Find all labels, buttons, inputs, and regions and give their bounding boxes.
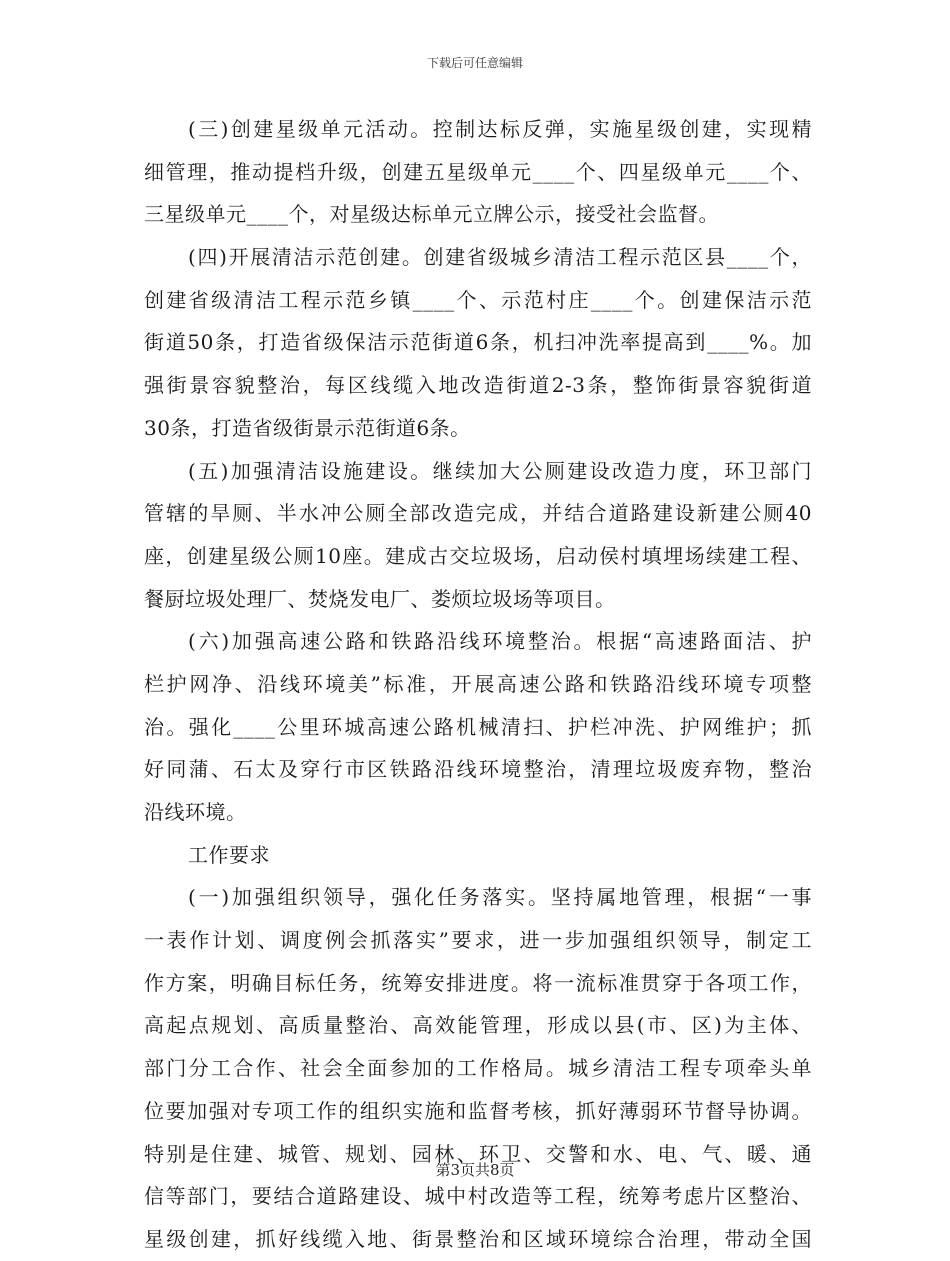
paragraph-first-line: (三)创建星级单元活动。控制达标反弹，实施星级创建，实现精 — [188, 117, 812, 141]
paragraph-line: 30条，打造省级街景示范街道6条。 — [144, 415, 471, 440]
paragraph-first-line: (一)加强组织领导，强化任务落实。坚持属地管理，根据“一事 — [188, 885, 812, 910]
paragraph-line: 星级创建，抓好线缆入地、街景整治和区域环境综合治理，带动全国 — [144, 1226, 812, 1251]
paragraph-line: 治。强化____公里环城高速公路机械清扫、护栏冲洗、护网维护；抓 — [144, 714, 812, 739]
paragraph-first-line: 工作要求 — [188, 842, 270, 867]
paragraph-line: 位要加强对专项工作的组织实施和监督考核，抓好薄弱环节督导协调。 — [144, 1098, 812, 1123]
paragraph-line: 街道50条，打造省级保洁示范街道6条，机扫冲洗率提高到____%。加 — [144, 330, 812, 355]
paragraph-line: 作方案，明确目标任务，统筹安排进度。将一流标准贯穿于各项工作， — [144, 970, 812, 995]
paragraph-line: 细管理，推动提档升级，创建五星级单元____个、四星级单元____个、 — [144, 159, 812, 184]
paragraph-first-line: (五)加强清洁设施建设。继续加大公厕建设改造力度，环卫部门 — [188, 458, 812, 483]
paragraph-first-line: (六)加强高速公路和铁路沿线环境整治。根据“高速路面洁、护 — [188, 629, 812, 654]
paragraph-line: 餐厨垃圾处理厂、焚烧发电厂、娄烦垃圾场等项目。 — [144, 586, 616, 611]
page-header: 下载后可任意编辑 — [426, 56, 523, 70]
paragraph-first-line: (四)开展清洁示范创建。创建省级城乡清洁工程示范区县____个， — [188, 245, 812, 270]
paragraph-line: 信等部门，要结合道路建设、城中村改造等工程，统筹考虑片区整治、 — [144, 1184, 812, 1209]
paragraph-line: 创建省级清洁工程示范乡镇____个、示范村庄____个。创建保洁示范 — [144, 287, 812, 312]
page-number: 第3页共8页 — [435, 1161, 515, 1179]
paragraph-line: 沿线环境。 — [144, 800, 247, 824]
paragraph-line: 座，创建星级公厕10座。建成古交垃圾场，启动侯村填埋场续建工程、 — [144, 543, 812, 568]
paragraph-line: 部门分工合作、社会全面参加的工作格局。城乡清洁工程专项牵头单 — [144, 1056, 812, 1081]
paragraph-line: 高起点规划、高质量整治、高效能管理，形成以县(市、区)为主体、 — [144, 1013, 812, 1038]
paragraph-line: 一表作计划、调度例会抓落实”要求，进一步加强组织领导，制定工 — [144, 928, 812, 953]
paragraph-line: 栏护网净、沿线环境美”标准，开展高速公路和铁路沿线环境专项整 — [144, 671, 812, 696]
paragraph-line: 三星级单元____个，对星级达标单元立牌公示，接受社会监督。 — [144, 202, 719, 227]
paragraph-line: 特别是住建、城管、规划、园林、环卫、交警和水、电、气、暖、通 — [144, 1141, 812, 1166]
paragraph-line: 好同蒲、石太及穿行市区铁路沿线环境整治，清理垃圾废弃物，整治 — [144, 757, 812, 782]
paragraph-line: 管辖的旱厕、半水冲公厕全部改造完成，并结合道路建设新建公厕40 — [144, 501, 812, 526]
document-body — [144, 108, 812, 1261]
paragraph-line: 强街景容貌整治，每区线缆入地改造街道2-3条，整饰街景容貌街道 — [144, 373, 812, 398]
